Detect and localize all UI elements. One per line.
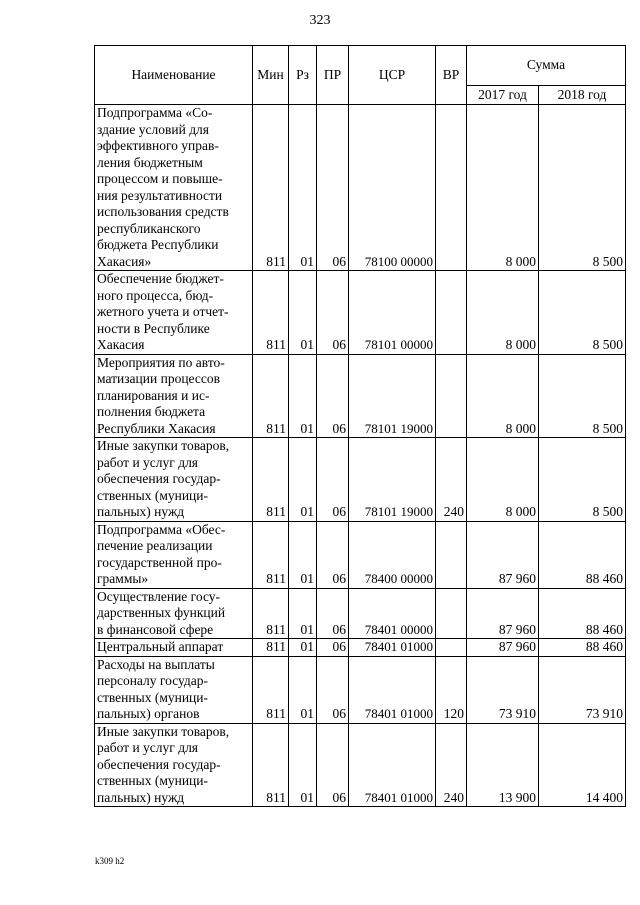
row-vr: 240 — [436, 438, 467, 522]
page-number: 323 — [309, 13, 331, 28]
row-csr: 78401 01000 — [349, 639, 436, 657]
row-min: 811 — [253, 521, 289, 588]
row-sum-2018: 8 500 — [539, 354, 626, 438]
row-name: Центральный аппарат — [95, 639, 253, 657]
header-sum: Сумма — [467, 46, 626, 86]
header-name: Наименование — [95, 46, 253, 105]
row-csr: 78101 19000 — [349, 354, 436, 438]
row-rz: 01 — [289, 588, 317, 639]
row-rz: 01 — [289, 105, 317, 271]
row-csr: 78101 00000 — [349, 271, 436, 355]
header-pr: ПР — [317, 46, 349, 105]
row-rz: 01 — [289, 354, 317, 438]
table-row — [95, 271, 626, 355]
row-min: 811 — [253, 105, 289, 271]
row-sum-2018: 88 460 — [539, 639, 626, 657]
row-min: 811 — [253, 656, 289, 723]
row-name: Расходы на выплаты персоналу государ- ственных (муници- пальных) органов — [95, 656, 253, 723]
row-name: Иные закупки товаров, работ и услуг для обеспечения государ- ственных (муници- пальных) нужд — [95, 438, 253, 522]
row-rz: 01 — [289, 656, 317, 723]
row-pr: 06 — [317, 639, 349, 657]
row-sum-2018: 88 460 — [539, 521, 626, 588]
row-sum-2017: 13 900 — [467, 723, 539, 807]
row-pr: 06 — [317, 438, 349, 522]
row-name: Иные закупки товаров, работ и услуг для обеспечения государ- ственных (муници- пальных) нужд — [95, 723, 253, 807]
row-vr — [436, 271, 467, 355]
row-min: 811 — [253, 354, 289, 438]
row-name: Подпрограмма «Обес- печение реализации государственной про- граммы» — [95, 521, 253, 588]
table-row — [95, 639, 626, 657]
table-row — [95, 588, 626, 639]
row-vr: 240 — [436, 723, 467, 807]
row-name: Обеспечение бюджет- ного процесса, бюд- жетного учета и отчет- ности в Республике Хакасия — [95, 271, 253, 355]
row-rz: 01 — [289, 438, 317, 522]
table-row — [95, 438, 626, 522]
header-year-2017: 2017 год — [467, 86, 539, 105]
table-row — [95, 105, 626, 271]
row-min: 811 — [253, 639, 289, 657]
row-rz: 01 — [289, 521, 317, 588]
row-vr — [436, 521, 467, 588]
row-vr — [436, 354, 467, 438]
row-sum-2018: 8 500 — [539, 438, 626, 522]
row-vr — [436, 105, 467, 271]
row-name: Осуществление госу- дарственных функций в финансовой сфере — [95, 588, 253, 639]
budget-table — [94, 45, 626, 807]
row-min: 811 — [253, 588, 289, 639]
table-row — [95, 521, 626, 588]
row-min: 811 — [253, 271, 289, 355]
table-row — [95, 656, 626, 723]
row-rz: 01 — [289, 271, 317, 355]
header-rz: Рз — [289, 46, 317, 105]
row-pr: 06 — [317, 105, 349, 271]
row-min: 811 — [253, 723, 289, 807]
row-pr: 06 — [317, 588, 349, 639]
row-sum-2017: 8 000 — [467, 271, 539, 355]
row-pr: 06 — [317, 354, 349, 438]
header-csr: ЦСР — [349, 46, 436, 105]
row-sum-2017: 8 000 — [467, 438, 539, 522]
row-sum-2017: 87 960 — [467, 588, 539, 639]
table-row — [95, 354, 626, 438]
row-vr — [436, 639, 467, 657]
row-rz: 01 — [289, 639, 317, 657]
row-csr: 78100 00000 — [349, 105, 436, 271]
row-sum-2017: 87 960 — [467, 521, 539, 588]
row-csr: 78401 01000 — [349, 723, 436, 807]
row-vr — [436, 588, 467, 639]
row-pr: 06 — [317, 723, 349, 807]
row-pr: 06 — [317, 656, 349, 723]
row-csr: 78101 19000 — [349, 438, 436, 522]
table-header — [95, 46, 626, 105]
row-sum-2018: 88 460 — [539, 588, 626, 639]
row-sum-2017: 73 910 — [467, 656, 539, 723]
row-sum-2017: 8 000 — [467, 105, 539, 271]
table-row — [95, 723, 626, 807]
row-sum-2018: 8 500 — [539, 271, 626, 355]
header-year-2018: 2018 год — [539, 86, 626, 105]
row-sum-2018: 73 910 — [539, 656, 626, 723]
footer-code: k309 h2 — [95, 856, 125, 866]
row-csr: 78401 00000 — [349, 588, 436, 639]
row-vr: 120 — [436, 656, 467, 723]
row-sum-2018: 14 400 — [539, 723, 626, 807]
row-pr: 06 — [317, 271, 349, 355]
row-pr: 06 — [317, 521, 349, 588]
row-sum-2018: 8 500 — [539, 105, 626, 271]
header-vr: ВР — [436, 46, 467, 105]
row-min: 811 — [253, 438, 289, 522]
row-name: Мероприятия по авто- матизации процессов планирования и ис- полнения бюджета Республики Хакасия — [95, 354, 253, 438]
row-sum-2017: 87 960 — [467, 639, 539, 657]
row-name: Подпрограмма «Со- здание условий для эффективного управ- ления бюджетным процессом и повыше- ния результативности использования средств республиканского бюджета Республики Хакасия» — [95, 105, 253, 271]
row-csr: 78400 00000 — [349, 521, 436, 588]
table-body — [95, 105, 626, 807]
row-sum-2017: 8 000 — [467, 354, 539, 438]
row-csr: 78401 01000 — [349, 656, 436, 723]
row-rz: 01 — [289, 723, 317, 807]
header-min: Мин — [253, 46, 289, 105]
